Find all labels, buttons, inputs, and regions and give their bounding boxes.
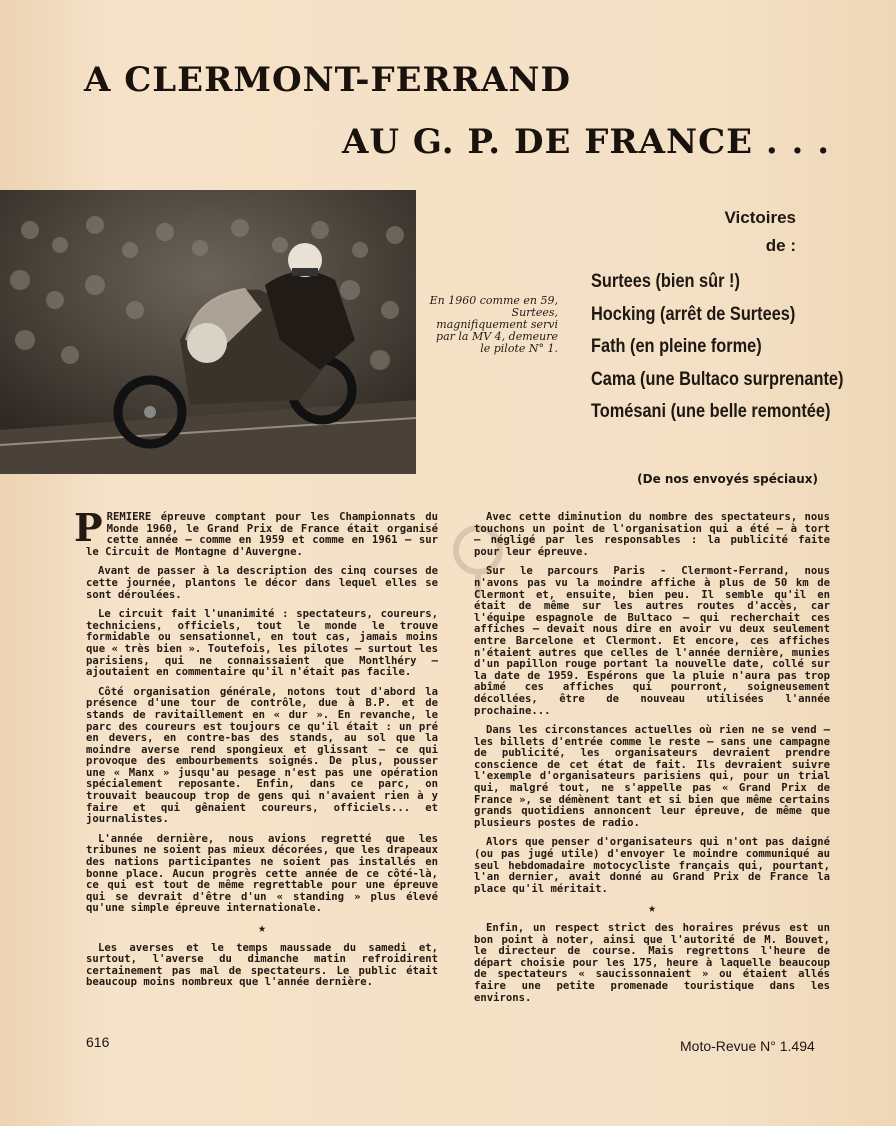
victories-heading — [590, 204, 796, 260]
article-paragraph: Alors que penser d'organisateurs qui n'ont pas daigné (ou pas jugé utile) d'envoyer le moindre communiqué au seul hebdomadaire motocycliste français qui, pourtant, l'an dernier, avait donné au Grand Prix de France la place qu'il méritait. — [474, 836, 830, 895]
winner-item: Fath (en pleine forme) — [591, 336, 762, 357]
magazine-issue: Moto-Revue N° 1.494 — [680, 1038, 815, 1054]
victories-heading-line-1: Victoires — [724, 208, 796, 227]
winner-item: Cama (une Bultaco surprenante) — [591, 368, 844, 390]
photo-caption: En 1960 comme en 59, Surtees, magnifiquement servi par la MV 4, demeure le pilote N° 1. — [429, 294, 558, 355]
drop-cap: P — [74, 505, 103, 550]
article-paragraph: L'année dernière, nous avions regretté que les tribunes ne soient pas mieux décorées, que les drapeaux des nations participantes ne soient pas installés en bonne place. Aucun progrès cette année de ce côté-là, ce qui est tout de même regrettable pour une épreuve qui se devrait d'être d'un « standing » plus élevé qu'une simple épreuve internationale. — [86, 832, 438, 915]
winners-list — [591, 266, 844, 429]
winner-item: Tomésani (une belle remontée) — [591, 401, 831, 422]
article-paragraph: Dans les circonstances actuelles où rien ne se vend — les billets d'entrée comme le reste — sans une campagne de publicité, les organisateurs devraient prendre conscience de cet état de fait. Ils devraient suivre l'exemple d'organisateurs parisiens qui, pour un trial qui, malgré tout, ne s'appelle pas « Grand Prix de France », se démènent tant et si bien que même certains grands quotidiens annoncent leur épreuve, de même que plusieurs postes de radio. — [474, 724, 830, 829]
page-number: 616 — [86, 1034, 110, 1050]
article-paragraph: Enfin, un respect strict des horaires prévus est un bon point à noter, ainsi que l'autorité de M. Bouvet, le directeur de course. Mais regrettons l'heure de départ choisie pour les 175, heure à laquelle beaucoup de spectateurs « saucissonnaient » ou étaient allés faire une petite promenade touristique dans les environs. — [474, 922, 830, 1004]
winner-item: Hocking (arrêt de Surtees) — [591, 303, 796, 325]
article-paragraph: Sur le parcours Paris - Clermont-Ferrand, nous n'avons pas vu la moindre affiche à plus de 50 km de Clermont et, ensuite, bien peu. Il semble qu'il en était de même sur les autres routes d'accès, car l'équipe espagnole de Bultaco — qui recherchait ces affiches — devait nous dire en avoir vu deux seulement entre Barcelone et Clermont. Et encore, ces affiches n'étaient autres que celles de l'année dernière, munies d'un papillon rouge portant la nouvelle date, collé sur la date de 1959. Espérons que la pluie n'aura pas trop abîmé ces affiches qui pourront, soigneusement décollées, être de nouveau utilisées l'année prochaine... — [474, 565, 830, 717]
article-paragraph — [74, 505, 438, 558]
article-column-right — [474, 512, 830, 1012]
winner-item: Surtees (bien sûr !) — [591, 271, 740, 292]
headline-line-2: AU G. P. DE FRANCE . . . — [342, 122, 831, 162]
article-paragraph: Le circuit fait l'unanimité : spectateurs, coureurs, techniciens, officiels, tout le monde le trouve formidable ou sensationnel, en tout cas, jamais moins que « très bien ». Toutefois, les pilotes — surtout les parisiens, qui ne connaissaient que Montlhéry — ajoutaient en commentaire qu'il n'était pas facile. — [86, 608, 438, 679]
article-column-left — [74, 505, 438, 997]
section-separator: ★ — [258, 921, 266, 936]
article-paragraph: Avec cette diminution du nombre des spectateurs, nous touchons un point de l'organisation qui a été — à tort — négligé par les responsables : la publicité faite pour leur épreuve. — [474, 511, 830, 558]
section-separator: ★ — [648, 901, 656, 917]
motorcycle-racer-illustration — [0, 190, 416, 474]
race-photo — [0, 190, 416, 474]
headline-line-1: A CLERMONT-FERRAND — [84, 60, 571, 100]
article-paragraph: Les averses et le temps maussade du samedi et, surtout, l'averse du dimanche matin refroidirent certainement pas mal de spectateurs. Le public était beaucoup moins nombreux que l'année dernière. — [86, 941, 438, 989]
article-paragraph: Côté organisation générale, notons tout d'abord la présence d'une tour de contrôle, due à B.P. et de stands de ravitaillement en « dur ». En revanche, le parc des coureurs est toujours ce qu'il était : un pré en devers, en contre-bas des stands, au sol que la moindre averse rend spongieux et glissant — ce qui provoque des embourbements soignés. De plus, pousser une « Manx » jusqu'au pesage n'est pas une opération spécialement reposante. Enfin, dans ce parc, on trouvait beaucoup trop de gens qui n'avaient rien à y faire et qui gênaient coureurs, officiels... et journalistes. — [86, 685, 438, 826]
article-paragraph-text: REMIERE épreuve comptant pour les Championnats du Monde 1960, le Grand Prix de France était organisé cette année — comme en 1959 et comme en 1961 — sur le Circuit de Montagne d'Auvergne. — [86, 511, 438, 558]
byline: (De nos envoyés spéciaux) — [637, 472, 818, 486]
article-paragraph: Avant de passer à la description des cinq courses de cette journée, plantons le décor dans lequel elles se sont déroulées. — [86, 565, 438, 601]
victories-heading-line-2: de : — [765, 236, 796, 255]
